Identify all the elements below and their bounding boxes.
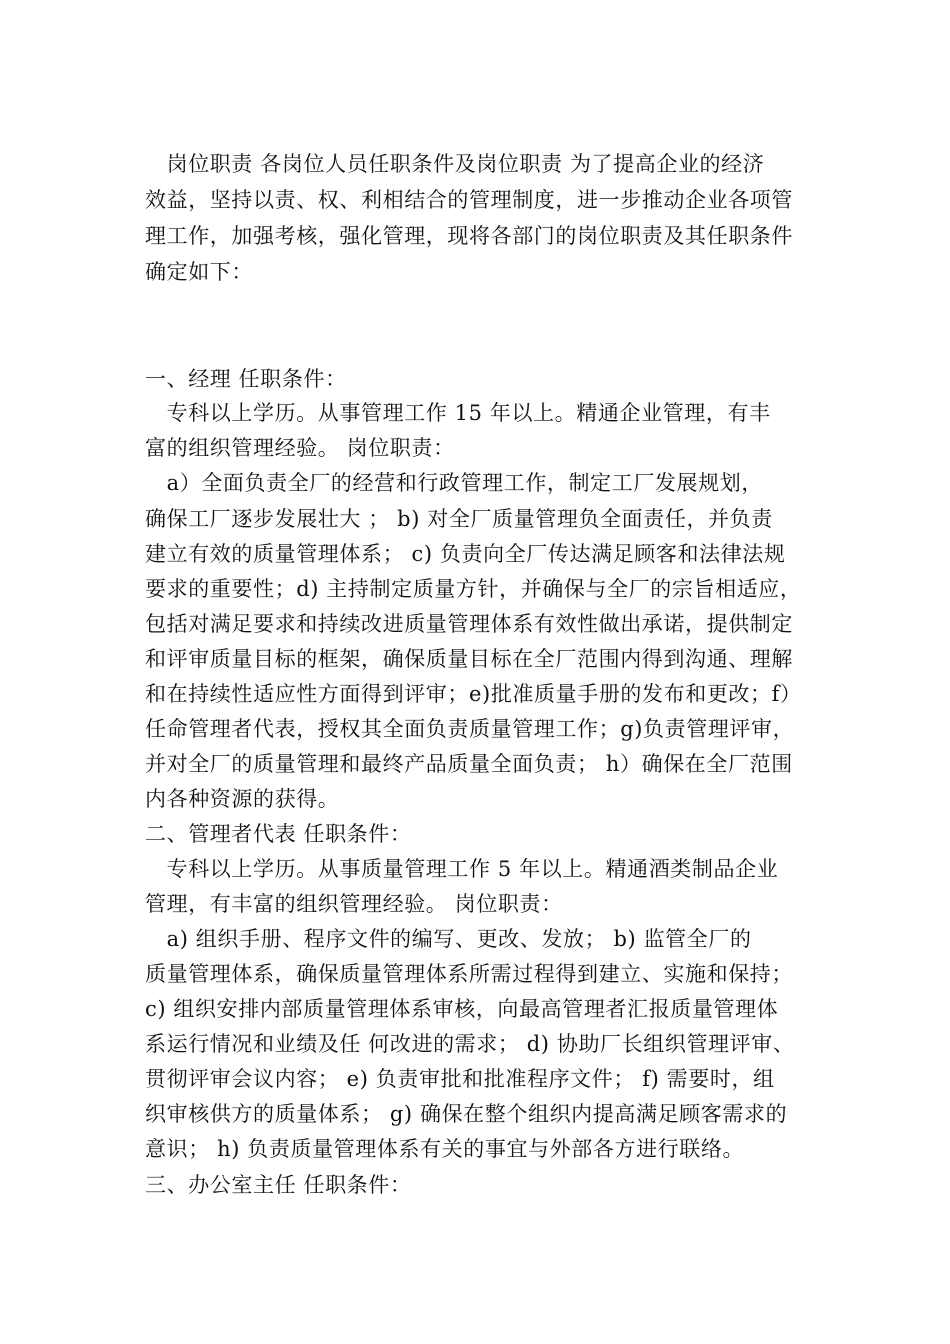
manager-duties-line: 任命管理者代表，授权其全面负责质量管理工作；g)负责管理评审，	[145, 717, 795, 741]
manager-duties-line: 内各种资源的获得。	[145, 787, 340, 811]
manager-duties-line: a）全面负责全厂的经营和行政管理工作，制定工厂发展规划，	[145, 471, 763, 495]
representative-qualification-line: 专科以上学历。从事质量管理工作 5 年以上。精通酒类制品企业	[145, 857, 779, 881]
intro-paragraph-line: 岗位职责 各岗位人员任职条件及岗位职责 为了提高企业的经济	[145, 152, 765, 176]
representative-qualification-line: 管理，有丰富的组织管理经验。 岗位职责：	[145, 892, 563, 916]
representative-duties-line: 质量管理体系，确保质量管理体系所需过程得到建立、实施和保持；	[145, 962, 793, 986]
section-heading-manager: 一、经理 任职条件：	[145, 367, 347, 391]
manager-duties-line: 并对全厂的质量管理和最终产品质量全面负责； h）确保在全厂范围	[145, 752, 793, 776]
representative-duties-line: 织审核供方的质量体系； g) 确保在整个组织内提高满足顾客需求的	[145, 1102, 788, 1126]
representative-duties-line: c) 组织安排内部质量管理体系审核，向最高管理者汇报质量管理体	[145, 997, 779, 1021]
representative-duties-line: 意识； h) 负责质量管理体系有关的事宜与外部各方进行联络。	[145, 1137, 745, 1161]
representative-duties-line: 贯彻评审会议内容； e) 负责审批和批准程序文件； f) 需要时，组	[145, 1067, 775, 1091]
manager-duties-line: 确保工厂逐步发展壮大 ； b) 对全厂质量管理负全面责任，并负责	[145, 507, 773, 531]
intro-paragraph-line: 理工作，加强考核，强化管理，现将各部门的岗位职责及其任职条件	[145, 224, 793, 248]
representative-duties-line: 系运行情况和业绩及任 何改进的需求； d) 协助厂长组织管理评审、	[145, 1032, 795, 1056]
section-heading-management-representative: 二、管理者代表 任职条件：	[145, 822, 412, 846]
manager-duties-line: 包括对满足要求和持续改进质量管理体系有效性做出承诺，提供制定	[145, 612, 793, 636]
section-heading-office-director: 三、办公室主任 任职条件：	[145, 1173, 412, 1197]
intro-paragraph-line: 效益，坚持以责、权、利相结合的管理制度，进一步推动企业各项管	[145, 188, 793, 212]
intro-paragraph-line: 确定如下：	[145, 260, 253, 284]
manager-duties-line: 和评审质量目标的框架，确保质量目标在全厂范围内得到沟通、理解	[145, 647, 793, 671]
representative-duties-line: a) 组织手册、程序文件的编写、更改、发放； b) 监管全厂的	[145, 927, 752, 951]
manager-qualification-line: 专科以上学历。从事管理工作 15 年以上。精通企业管理，有丰	[145, 401, 771, 425]
manager-duties-line: 建立有效的质量管理体系； c) 负责向全厂传达满足顾客和法律法规	[145, 542, 786, 566]
manager-duties-line: 和在持续性适应性方面得到评审；e)批准质量手册的发布和更改；f）	[145, 682, 802, 706]
manager-qualification-line: 富的组织管理经验。 岗位职责：	[145, 436, 455, 460]
manager-duties-line: 要求的重要性；d) 主持制定质量方针，并确保与全厂的宗旨相适应，	[145, 577, 802, 601]
